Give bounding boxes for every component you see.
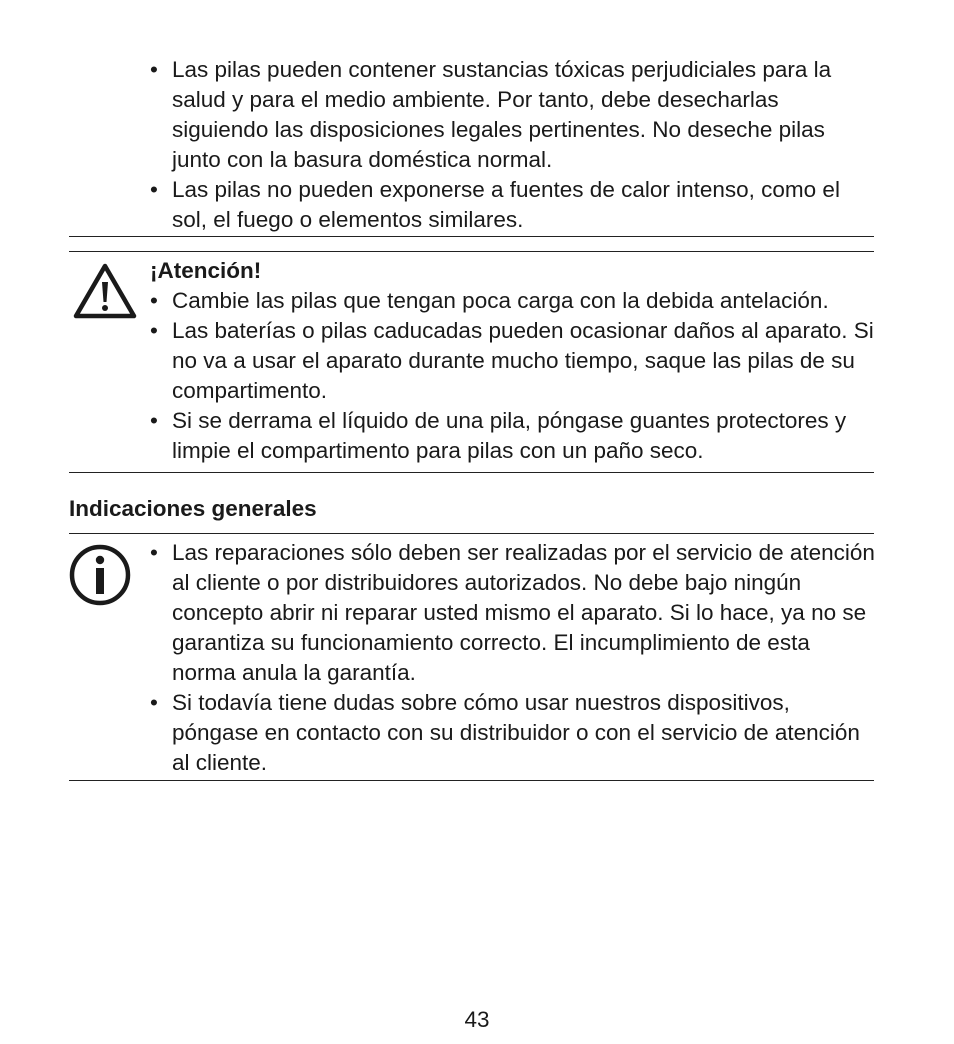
bullet-text: Las pilas pueden contener sustancias tóxicas perjudiciales para la salud y para el medio ambiente. Por tanto, debe desecharlas siguiendo las disposiciones legales pertinentes. No deseche pilas junto con la basura doméstica normal.: [172, 57, 832, 172]
intro-section: [150, 55, 875, 235]
page-number: 43: [464, 1007, 490, 1032]
list-item: [150, 175, 875, 235]
list-item: [150, 538, 875, 688]
bullet-text: Si se derrama el líquido de una pila, póngase guantes protectores y limpie el compartimento para pilas con un paño seco.: [172, 408, 847, 463]
bullet-text: Cambie las pilas que tengan poca carga con la debida antelación.: [172, 288, 829, 313]
intro-bullet-list: [150, 55, 875, 235]
general-section: [150, 538, 875, 778]
divider: [69, 533, 874, 534]
info-icon: [69, 544, 131, 606]
warning-section: [150, 256, 875, 466]
bullet-text: Si todavía tiene dudas sobre cómo usar nuestros dispositivos, póngase en contacto con su distribuidor o con el servicio de atención al cliente.: [172, 690, 860, 775]
bullet-text: Las baterías o pilas caducadas pueden ocasionar daños al aparato. Si no va a usar el aparato durante mucho tiempo, saque las pilas de su compartimento.: [172, 318, 874, 403]
list-item: [150, 55, 875, 175]
bullet-text: Las pilas no pueden exponerse a fuentes de calor intenso, como el sol, el fuego o elementos similares.: [172, 177, 840, 232]
bullet-dot: •: [150, 177, 158, 202]
warning-triangle-icon: [72, 262, 138, 320]
list-item: [150, 286, 875, 316]
warning-bullet-list: [150, 286, 875, 466]
bullet-dot: •: [150, 690, 158, 715]
general-bullet-list: [150, 538, 875, 778]
divider: [69, 251, 874, 252]
bullet-dot: •: [150, 540, 158, 565]
bullet-dot: •: [150, 288, 158, 313]
divider: [69, 472, 874, 473]
list-item: [150, 688, 875, 778]
divider: [69, 780, 874, 781]
bullet-dot: •: [150, 318, 158, 343]
warning-title: ¡Atención!: [150, 258, 262, 283]
bullet-dot: •: [150, 57, 158, 82]
divider: [69, 236, 874, 237]
bullet-dot: •: [150, 408, 158, 433]
section-heading: Indicaciones generales: [69, 496, 317, 521]
list-item: [150, 316, 875, 406]
bullet-text: Las reparaciones sólo deben ser realizadas por el servicio de atención al cliente o por distribuidores autorizados. No debe bajo ningún concepto abrir ni reparar usted mismo el aparato. Si lo hace, ya no se garantiza su funcionamiento correcto. El incumplimiento de esta norma anula la garantía.: [172, 540, 875, 685]
list-item: [150, 406, 875, 466]
